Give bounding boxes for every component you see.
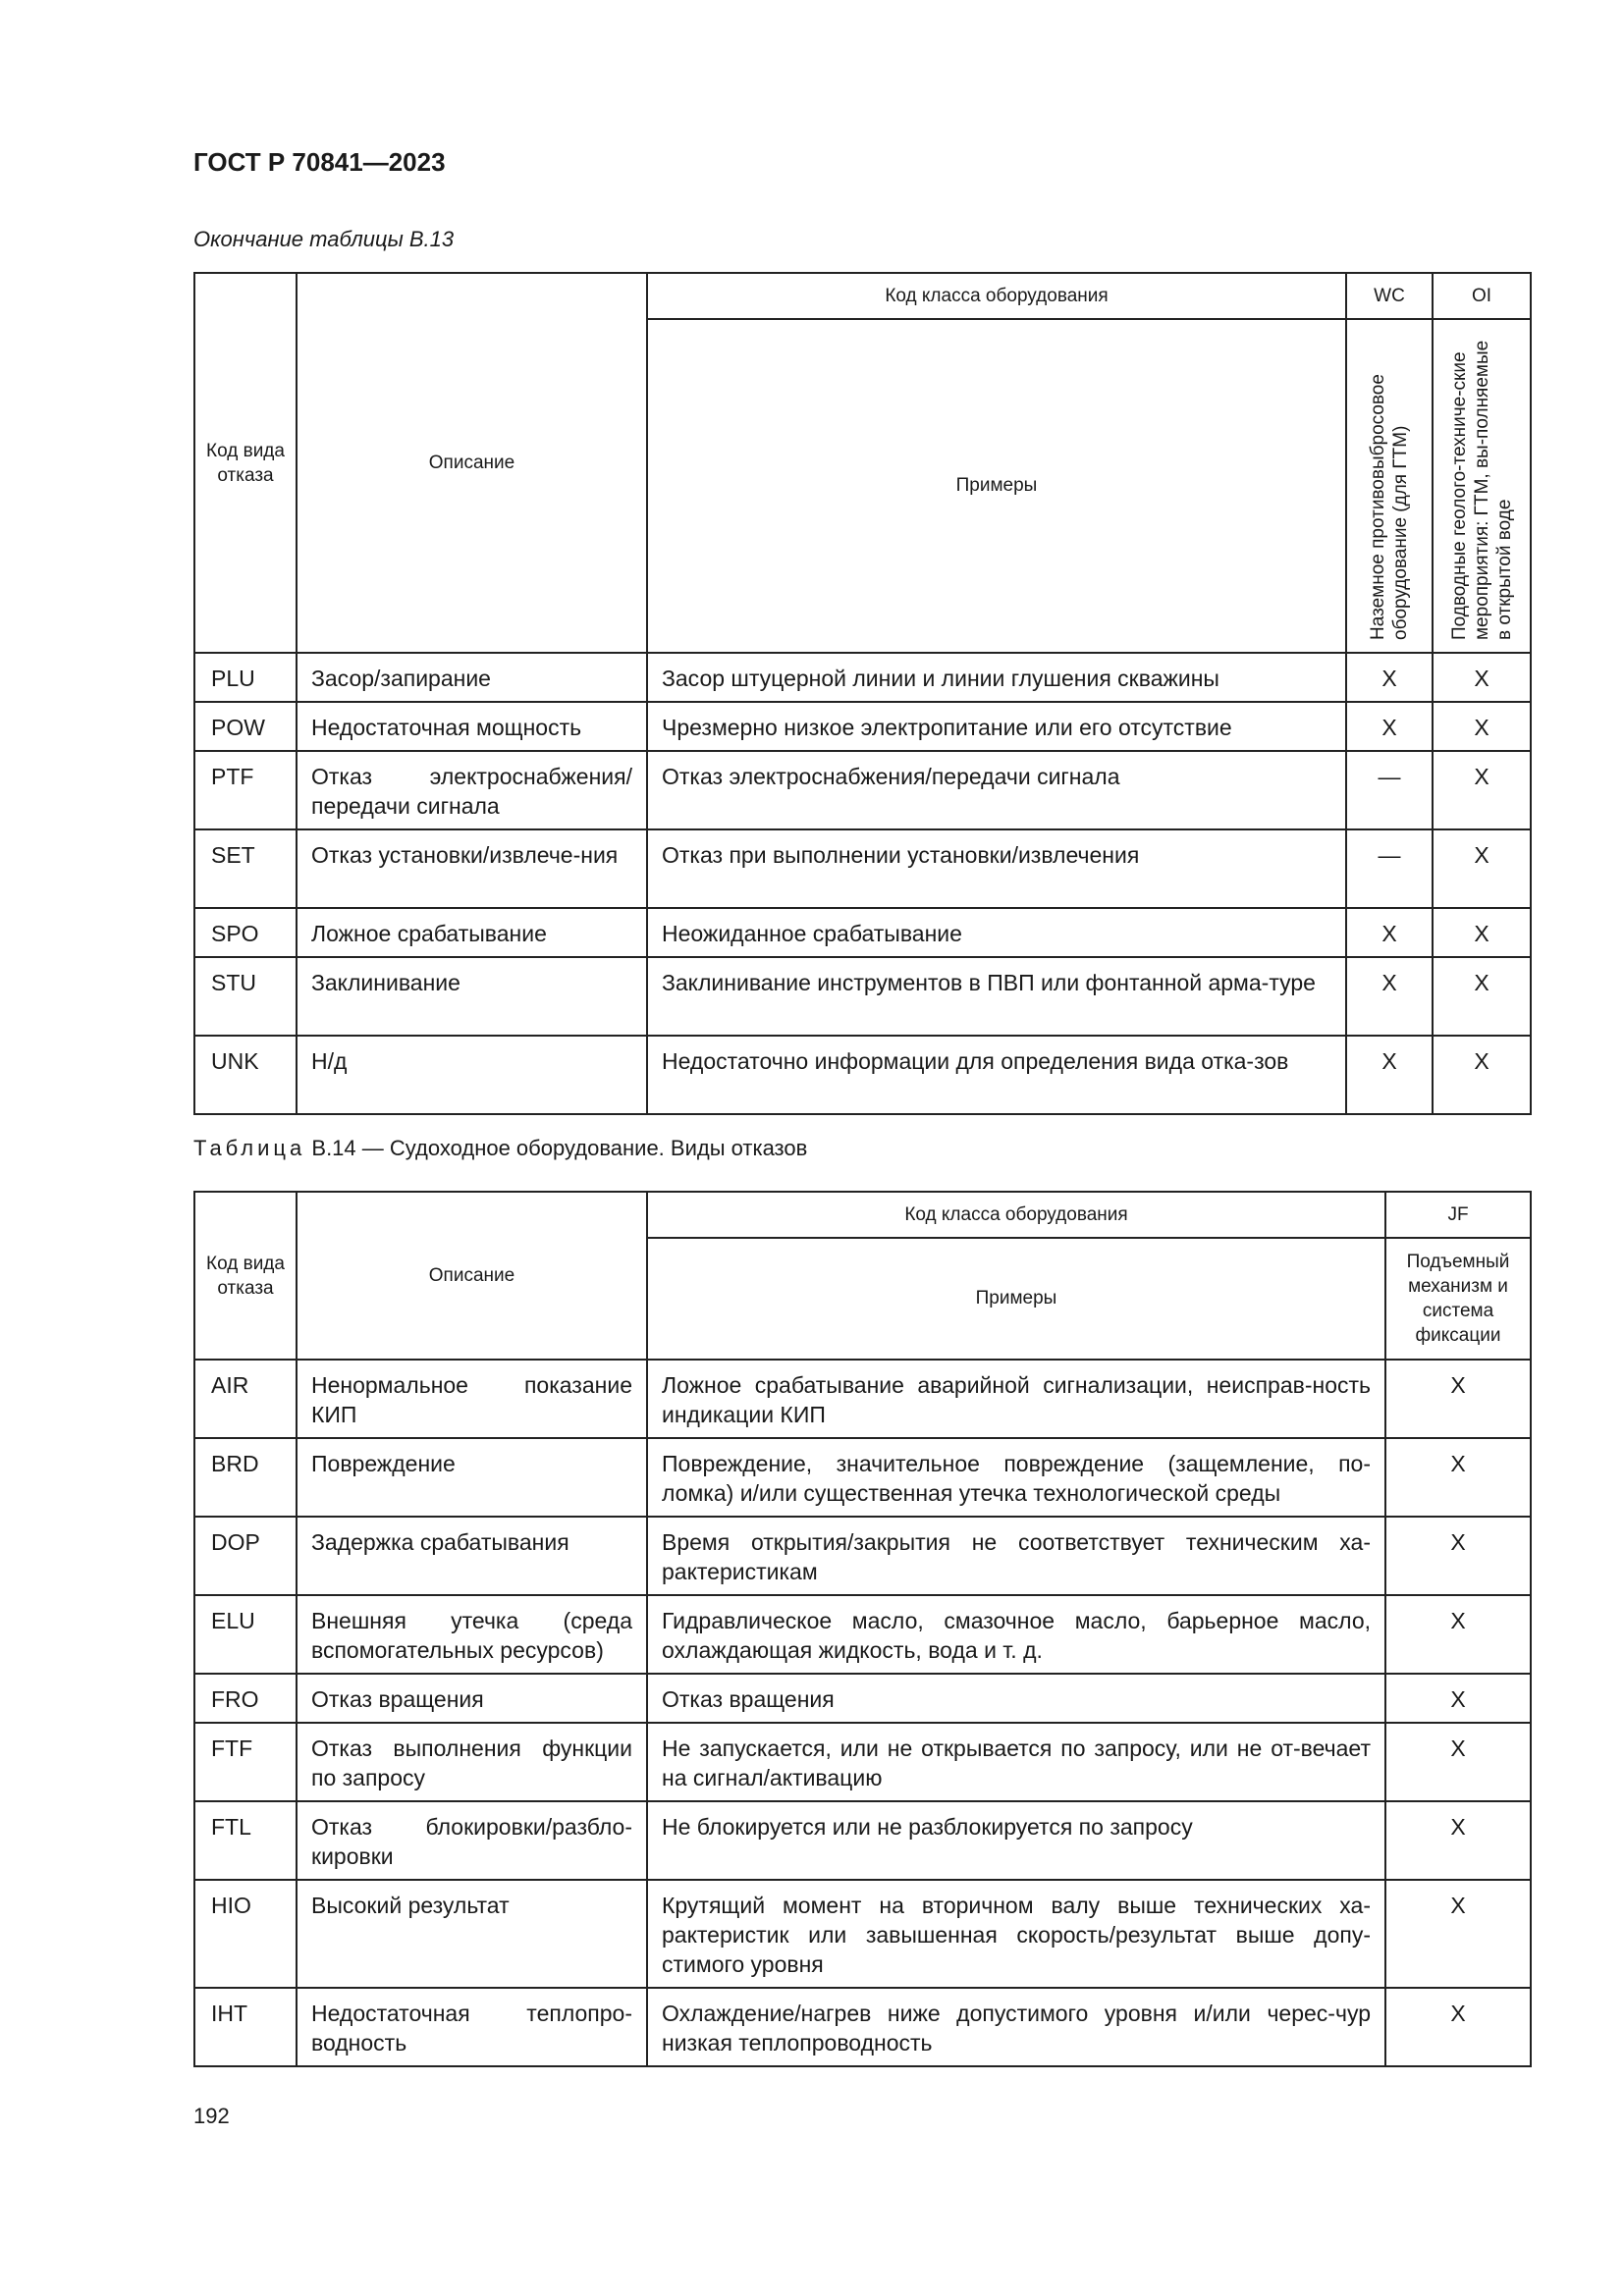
description-cell: Отказ вращения — [297, 1674, 647, 1723]
description-cell: Заклинивание — [297, 957, 647, 1036]
jf-mark-cell: X — [1385, 1674, 1531, 1723]
header-jf-desc: Подъемный механизм и система фиксации — [1385, 1238, 1531, 1360]
wc-mark-cell: X — [1346, 653, 1433, 702]
description-cell: Ненормальное показание КИП — [297, 1360, 647, 1438]
failure-code-cell: POW — [194, 702, 297, 751]
failure-code-cell: SPO — [194, 908, 297, 957]
table-row — [194, 702, 1531, 751]
table-row — [194, 1517, 1531, 1595]
oi-mark-cell: X — [1433, 829, 1531, 908]
failure-code-cell: FRO — [194, 1674, 297, 1723]
table-row — [194, 751, 1531, 829]
example-cell: Повреждение, значительное повреждение (защемление, по-ломка) и/или существенная утечка технологической среды — [647, 1438, 1385, 1517]
table-row — [194, 908, 1531, 957]
table-b13-caption: Окончание таблицы В.13 — [193, 227, 455, 251]
header-class-code: Код класса оборудования — [647, 273, 1346, 319]
description-cell: Недостаточная теплопро-водность — [297, 1988, 647, 2066]
oi-mark-cell: X — [1433, 1036, 1531, 1114]
jf-mark-cell: X — [1385, 1595, 1531, 1674]
description-cell: Внешняя утечка (среда вспомогательных ресурсов) — [297, 1595, 647, 1674]
table-row — [194, 1880, 1531, 1988]
example-cell: Отказ при выполнении установки/извлечения — [647, 829, 1346, 908]
wc-mark-cell: X — [1346, 702, 1433, 751]
header-col-oi: OI — [1433, 273, 1531, 319]
example-cell: Заклинивание инструментов в ПВП или фонтанной арма-туре — [647, 957, 1346, 1036]
table-row — [194, 957, 1531, 1036]
example-cell: Чрезмерно низкое электропитание или его отсутствие — [647, 702, 1346, 751]
example-cell: Время открытия/закрытия не соответствует техническим ха-рактеристикам — [647, 1517, 1385, 1595]
jf-mark-cell: X — [1385, 1360, 1531, 1438]
failure-code-cell: FTF — [194, 1723, 297, 1801]
table-row — [194, 1360, 1531, 1438]
jf-mark-cell: X — [1385, 1723, 1531, 1801]
example-cell: Крутящий момент на вторичном валу выше технических ха-рактеристик или завышенная скорость/результат выше допу-стимого уровня — [647, 1880, 1385, 1988]
failure-code-cell: STU — [194, 957, 297, 1036]
table-row — [194, 1723, 1531, 1801]
failure-code-cell: SET — [194, 829, 297, 908]
example-cell: Охлаждение/нагрев ниже допустимого уровня и/или черес-чур низкая теплопроводность — [647, 1988, 1385, 2066]
table-b14-caption-rest: В.14 — Судоходное оборудование. Виды отказов — [311, 1136, 808, 1160]
example-cell: Отказ электроснабжения/передачи сигнала — [647, 751, 1346, 829]
example-cell: Гидравлическое масло, смазочное масло, барьерное масло, охлаждающая жидкость, вода и т. д. — [647, 1595, 1385, 1674]
wc-mark-cell: X — [1346, 908, 1433, 957]
failure-code-cell: AIR — [194, 1360, 297, 1438]
example-cell: Недостаточно информации для определения вида отка-зов — [647, 1036, 1346, 1114]
table-row — [194, 1674, 1531, 1723]
description-cell: Ложное срабатывание — [297, 908, 647, 957]
header-oi-desc — [1433, 319, 1531, 653]
failure-code-cell: HIO — [194, 1880, 297, 1988]
failure-code-cell: BRD — [194, 1438, 297, 1517]
table-row — [194, 1801, 1531, 1880]
oi-desc-text: Подводные геолого-техниче-ские мероприятия: ГТМ, вы-полняемые в открытой воде — [1448, 340, 1515, 640]
header-description: Описание — [297, 273, 647, 653]
table-row — [194, 1036, 1531, 1114]
table-row — [194, 653, 1531, 702]
wc-desc-text: Наземное противовыбросовое оборудование (для ГТМ) — [1368, 374, 1411, 640]
failure-code-cell: IHT — [194, 1988, 297, 2066]
table-row — [194, 1988, 1531, 2066]
oi-mark-cell: X — [1433, 653, 1531, 702]
oi-mark-cell: X — [1433, 702, 1531, 751]
example-cell: Неожиданное срабатывание — [647, 908, 1346, 957]
header-col-jf: JF — [1385, 1192, 1531, 1238]
oi-mark-cell: X — [1433, 957, 1531, 1036]
oi-mark-cell: X — [1433, 751, 1531, 829]
header-examples: Примеры — [647, 1238, 1385, 1360]
jf-mark-cell: X — [1385, 1438, 1531, 1517]
failure-code-cell: ELU — [194, 1595, 297, 1674]
example-cell: Не запускается, или не открывается по запросу, или не от-вечает на сигнал/активацию — [647, 1723, 1385, 1801]
failure-code-cell: FTL — [194, 1801, 297, 1880]
example-cell: Не блокируется или не разблокируется по запросу — [647, 1801, 1385, 1880]
description-cell: Отказ блокировки/разбло-кировки — [297, 1801, 647, 1880]
table-b14-caption — [193, 1136, 807, 1161]
header-wc-desc — [1346, 319, 1433, 653]
failure-code-cell: UNK — [194, 1036, 297, 1114]
description-cell: Отказ установки/извлече-ния — [297, 829, 647, 908]
example-cell: Засор штуцерной линии и линии глушения скважины — [647, 653, 1346, 702]
table-b13 — [193, 272, 1532, 1115]
description-cell: Повреждение — [297, 1438, 647, 1517]
table-b14-caption-prefix: Таблица — [193, 1136, 306, 1160]
description-cell: Н/д — [297, 1036, 647, 1114]
description-cell: Засор/запирание — [297, 653, 647, 702]
table-row — [194, 1595, 1531, 1674]
header-code: Код вида отказа — [194, 273, 297, 653]
header-class-code: Код класса оборудования — [647, 1192, 1385, 1238]
wc-mark-cell: X — [1346, 957, 1433, 1036]
table-row — [194, 1438, 1531, 1517]
jf-mark-cell: X — [1385, 1517, 1531, 1595]
jf-mark-cell: X — [1385, 1801, 1531, 1880]
header-code: Код вида отказа — [194, 1192, 297, 1360]
page-number: 192 — [193, 2104, 230, 2128]
jf-mark-cell: X — [1385, 1880, 1531, 1988]
wc-mark-cell: — — [1346, 829, 1433, 908]
header-examples: Примеры — [647, 319, 1346, 653]
example-cell: Отказ вращения — [647, 1674, 1385, 1723]
wc-mark-cell: — — [1346, 751, 1433, 829]
description-cell: Недостаточная мощность — [297, 702, 647, 751]
table-b14 — [193, 1191, 1532, 2067]
failure-code-cell: PLU — [194, 653, 297, 702]
document-code: ГОСТ Р 70841—2023 — [193, 147, 446, 177]
example-cell: Ложное срабатывание аварийной сигнализации, неисправ-ность индикации КИП — [647, 1360, 1385, 1438]
table-row — [194, 829, 1531, 908]
description-cell: Отказ электроснабжения/передачи сигнала — [297, 751, 647, 829]
failure-code-cell: DOP — [194, 1517, 297, 1595]
description-cell: Высокий результат — [297, 1880, 647, 1988]
oi-mark-cell: X — [1433, 908, 1531, 957]
jf-mark-cell: X — [1385, 1988, 1531, 2066]
header-col-wc: WC — [1346, 273, 1433, 319]
wc-mark-cell: X — [1346, 1036, 1433, 1114]
description-cell: Задержка срабатывания — [297, 1517, 647, 1595]
header-description: Описание — [297, 1192, 647, 1360]
description-cell: Отказ выполнения функции по запросу — [297, 1723, 647, 1801]
failure-code-cell: PTF — [194, 751, 297, 829]
